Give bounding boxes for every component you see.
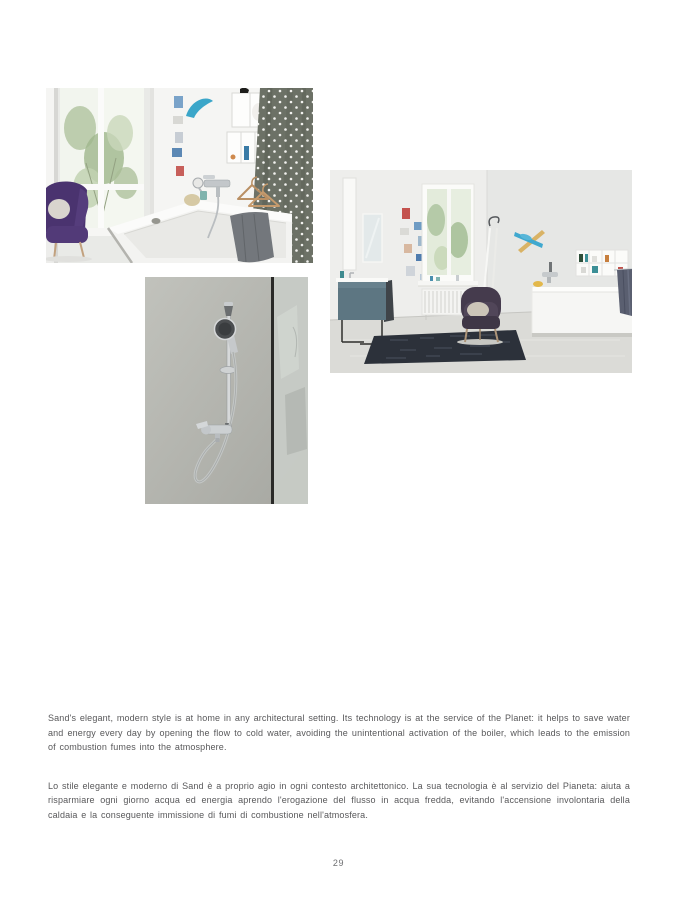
photo-bathtub-scene xyxy=(46,88,313,263)
bathroom-scene-illustration xyxy=(330,170,632,373)
mirror xyxy=(363,214,382,262)
photo-bathroom-scene xyxy=(330,170,632,373)
bathtub-scene-illustration xyxy=(46,88,313,263)
sponge xyxy=(184,194,200,206)
shower-scene-illustration xyxy=(145,277,308,504)
soap xyxy=(200,191,207,200)
freestanding-bathtub xyxy=(532,281,632,337)
yellow-decor xyxy=(533,281,543,287)
soap-dish xyxy=(220,367,236,374)
page-number: 29 xyxy=(332,858,345,868)
paragraph-italian: Lo stile elegante e moderno di Sand è a proprio agio in ogni contesto architettonico. La sua tecnologia è al servizio del Pianeta: aiuta a risparmiare ogni giorno acqua ed energia aprendo l'erogazione del flusso in acqua fredda, evitando l'accensione involontaria della caldaia e la conseguente immissione di fumi di combustione nell'atmosfera. xyxy=(48,780,630,820)
window xyxy=(418,184,478,286)
body-text xyxy=(48,711,630,847)
photo-shower-scene xyxy=(145,277,308,504)
narrow-window xyxy=(343,178,356,270)
paragraph-english: Sand's elegant, modern style is at home in any architectural setting. Its technology is at the service of the Planet: it helps to save water and energy every day by opening the flow to cold water, avoiding the unintentional activation of the boiler, which leads to the emission of combustion fumes into the atmosphere. xyxy=(48,713,630,753)
glass-panel xyxy=(271,277,308,504)
